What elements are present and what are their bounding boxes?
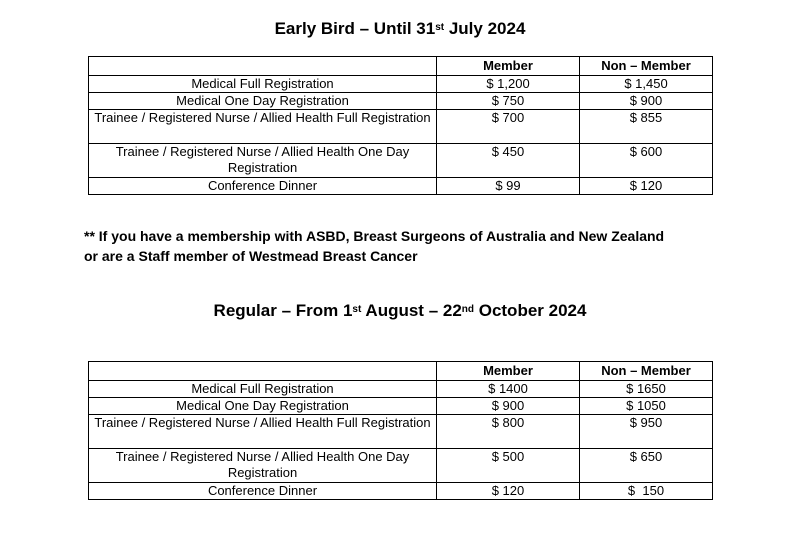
member-price: $ 700 (437, 110, 580, 144)
early-bird-title-text: Early Bird – Until 31 (274, 19, 436, 38)
row-label-conference-dinner: Conference Dinner (89, 178, 437, 195)
row-label-medical-full: Medical Full Registration (89, 381, 437, 398)
early-bird-title-tail: July 2024 (444, 19, 526, 38)
member-price: $ 1400 (437, 381, 580, 398)
non-member-price: $ 650 (580, 449, 713, 483)
regular-member-header: Member (437, 362, 580, 381)
table-row (89, 178, 713, 195)
early-bird-title-ordinal: st (435, 21, 445, 33)
row-label-medical-one-day: Medical One Day Registration (89, 398, 437, 415)
member-price: $ 1,200 (437, 76, 580, 93)
row-label-medical-full: Medical Full Registration (89, 76, 437, 93)
regular-title-ordinal-1: st (352, 303, 362, 315)
regular-title-text: Regular – From 1 (213, 301, 353, 320)
regular-empty-header-cell (89, 362, 437, 381)
table-row (89, 381, 713, 398)
row-label-trainee-one-day: Trainee / Registered Nurse / Allied Health One Day Registration (89, 144, 437, 178)
non-member-price: $ 600 (580, 144, 713, 178)
table-row (89, 93, 713, 110)
non-member-price: $ 900 (580, 93, 713, 110)
non-member-price: $ 1050 (580, 398, 713, 415)
row-label-conference-dinner: Conference Dinner (89, 483, 437, 500)
membership-note-line1: ** If you have a membership with ASBD, Breast Surgeons of Australia and New Zealand (84, 228, 665, 244)
row-label-trainee-full: Trainee / Registered Nurse / Allied Health Full Registration (89, 110, 437, 144)
non-member-price: $ 120 (580, 178, 713, 195)
table-row (89, 144, 713, 178)
non-member-price: $ 150 (580, 483, 713, 500)
member-price: $ 450 (437, 144, 580, 178)
regular-title-mid: August – 22 (361, 301, 462, 320)
table-row (89, 483, 713, 500)
row-label-trainee-one-day: Trainee / Registered Nurse / Allied Health One Day Registration (89, 449, 437, 483)
member-price: $ 99 (437, 178, 580, 195)
table-row (89, 449, 713, 483)
regular-title-ordinal-2: nd (461, 303, 474, 315)
member-price: $ 500 (437, 449, 580, 483)
membership-note (84, 226, 724, 266)
non-member-price: $ 950 (580, 415, 713, 449)
regular-non-member-header: Non – Member (580, 362, 713, 381)
early-bird-empty-header-cell (89, 57, 437, 76)
member-price: $ 800 (437, 415, 580, 449)
early-bird-non-member-header: Non – Member (580, 57, 713, 76)
row-label-trainee-full: Trainee / Registered Nurse / Allied Health Full Registration (89, 415, 437, 449)
regular-title-tail: October 2024 (474, 301, 587, 320)
member-price: $ 120 (437, 483, 580, 500)
early-bird-member-header: Member (437, 57, 580, 76)
member-price: $ 900 (437, 398, 580, 415)
table-row (89, 110, 713, 144)
table-row (89, 415, 713, 449)
regular-header-row (89, 362, 713, 381)
non-member-price: $ 1,450 (580, 76, 713, 93)
early-bird-title (88, 19, 712, 39)
regular-price-table (88, 361, 713, 500)
table-row (89, 398, 713, 415)
non-member-price: $ 855 (580, 110, 713, 144)
table-row (89, 76, 713, 93)
early-bird-price-table (88, 56, 713, 195)
membership-note-line2: or are a Staff member of Westmead Breast Cancer (84, 248, 418, 264)
row-label-medical-one-day: Medical One Day Registration (89, 93, 437, 110)
non-member-price: $ 1650 (580, 381, 713, 398)
member-price: $ 750 (437, 93, 580, 110)
early-bird-header-row (89, 57, 713, 76)
regular-title (88, 301, 712, 321)
